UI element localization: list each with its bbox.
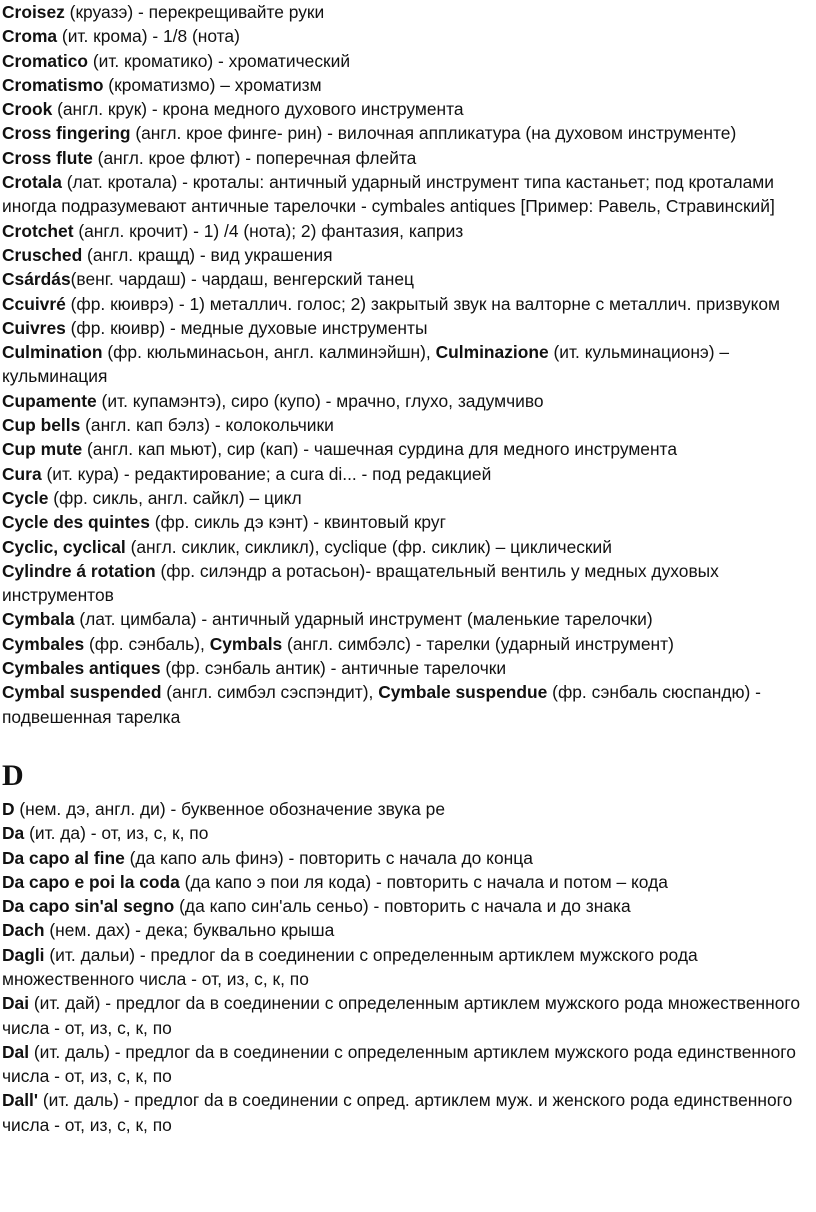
entry-term: Da capo al fine [2,847,125,868]
entry-definition: (лат. цимбала) - античный ударный инструмент (маленькие тарелочки) [74,609,653,630]
dictionary-entry [2,73,812,97]
entry-definition: (англ. крочит) - 1) /4 (нота); 2) фантазия, каприз [73,220,464,241]
dictionary-entry [2,797,812,821]
entry-term: Crusched [2,244,83,265]
entry-definition: (фр. силэндр а ротасьон)- вращательный вентиль у медных духовых инструментов [2,560,719,606]
dictionary-entry [2,340,812,389]
dictionary-entry [2,846,812,870]
entry-definition: (ит. да) - от, из, с, к, по [24,823,209,844]
entry-definition: (фр. сикль дэ кэнт) - квинтовый круг [149,512,446,533]
dictionary-entry [2,821,812,845]
entry-definition-secondary: (ит. кульминационэ) – кульминация [2,342,730,387]
dictionary-entry [2,991,812,1040]
entry-term: Cupamente [2,390,97,411]
entry-term: Cymbal suspended [2,682,162,703]
dictionary-entry [2,437,812,461]
entry-term: Cross fingering [2,123,131,144]
dictionary-entry [2,316,812,340]
entry-definition-secondary: (фр. сэнбаль сюспандю) - подвешенная тарелка [2,682,761,727]
entry-definition: (фр. кюивр) - медные духовые инструменты [65,317,428,338]
dictionary-entry [2,267,812,291]
entry-definition: (англ. крук) - крона медного духового инструмента [52,99,464,120]
dictionary-entry [2,146,812,170]
letter-heading: D [2,758,24,792]
entry-term: Dal [2,1041,30,1062]
dictionary-entry [2,243,812,267]
entry-definition: (англ. кап мьют), сир (кап) - чашечная сурдина для медного инструмента [82,439,678,460]
entry-definition: (англ. крое флют) - поперечная флейта [92,147,417,168]
entry-definition: (фр. кюльминасьон, англ. калминэйшн), [102,342,436,363]
entry-term: Da [2,823,25,844]
entry-term: Ccuivré [2,293,66,314]
entry-term: Crotchet [2,220,74,241]
entry-term: Croisez [2,2,65,22]
dictionary-entry [2,0,812,24]
entry-definition: (англ. сиклик, сикликл), cyclique (фр. сиклик) – циклический [125,536,612,557]
dictionary-entry [2,535,812,559]
entry-term: Cylindre á rotation [2,560,156,581]
dictionary-entry [2,607,812,631]
entry-term: Cross flute [2,147,93,168]
entry-term: Culmination [2,342,103,363]
dictionary-entry [2,389,812,413]
entry-definition: (да капо э пои ля кода) - повторить с начала и потом – кода [179,871,668,892]
entry-term: Cup mute [2,439,83,460]
entry-definition: (ит. купамэнтэ), сиро (купо) - мрачно, глухо, задумчиво [96,390,544,411]
entry-definition-secondary: (англ. симбэлс) - тарелки (ударный инструмент) [282,633,674,654]
dictionary-entry [2,632,812,656]
dictionary-entry [2,97,812,121]
entry-definition: (кроматизмо) – хроматизм [103,74,322,95]
entry-definition: (ит. крома) - 1/8 (нота) [57,26,240,47]
dictionary-entry [2,24,812,48]
entry-term-secondary: Cymbals [209,633,283,654]
entry-definition: (круазэ) - перекрещивайте руки [64,2,325,22]
dictionary-entry [2,486,812,510]
entry-definition: (ит. кура) - редактирование; a cura di... - под редакцией [41,463,492,484]
entry-term: Crotala [2,172,62,193]
dictionary-entry [2,462,812,486]
entry-definition: (фр. сэнбаль антик) - античные тарелочки [160,658,507,679]
entry-term: Cromatico [2,50,89,71]
dictionary-entry [2,49,812,73]
entry-definition: (лат. кротала) - кроталы: античный ударный инструмент типа кастаньет; под кроталами иногда подразумевают античные тарелочки - cymbales antiques [Пример: Равель, Стравинский] [2,172,775,217]
dictionary-entry [2,1088,812,1137]
dictionary-entry [2,943,812,992]
dictionary-entry [2,870,812,894]
entry-term: Dach [2,920,45,941]
dictionary-entry [2,894,812,918]
dictionary-entry [2,559,812,608]
dictionary-entry [2,680,812,729]
entry-term-secondary: Culminazione [435,342,549,363]
entry-term: Cup bells [2,415,81,436]
entry-definition: (фр. кюиврэ) - 1) металлич. голос; 2) закрытый звук на валторне с металлич. призвуком [65,293,781,314]
entry-term: Crook [2,99,53,120]
entry-term: Cymbales antiques [2,658,161,679]
entry-definition: (англ. симбэл сэспэндит), [161,682,379,703]
entry-term-secondary: Cymbale suspendue [378,682,548,703]
entry-term: Cymbala [2,609,75,630]
entry-term: Croma [2,26,58,47]
entry-term: Da capo sin'al segno [2,896,175,917]
dictionary-entry [2,219,812,243]
entry-definition: (ит. кроматико) - хроматический [88,50,351,71]
dictionary-entry [2,656,812,680]
dictionary-entry [2,918,812,942]
dictionary-entry [2,292,812,316]
entry-definition: (да капо син'аль сеньо) - повторить с начала и до знака [174,896,631,917]
dictionary-entry [2,413,812,437]
entry-definition: (нем. дах) - дека; буквально крыша [44,920,335,941]
entry-term: Da capo e poi la coda [2,871,180,892]
entry-term: Csárdás [2,269,71,290]
entry-term: Cromatismo [2,74,104,95]
entry-definition: (англ. крое финге- рин) - вилочная аппликатура (на духовом инструменте) [130,123,737,144]
entry-definition: (ит. дальи) - предлог da в соединении с определенным артиклем мужского рода множественного числа - от, из, с, к, по [2,944,698,989]
entry-term: Cyclic, cyclical [2,536,126,557]
entry-definition: (ит. дай) - предлог da в соединении с определенным артиклем мужского рода множественного числа - от, из, с, к, по [2,993,801,1038]
entry-definition: (ит. даль) - предлог da в соединении с опред. артиклем муж. и женского рода единственного числа - от, из, с, к, по [2,1090,793,1135]
entry-term: Cuivres [2,317,66,338]
entry-term: Dagli [2,944,45,965]
dictionary-entry [2,510,812,534]
dictionary-entry [2,170,812,219]
dictionary-entry [2,1040,812,1089]
entry-definition: (англ. кап бэлз) - колокольчики [80,415,334,436]
entry-definition: (венг. чардаш) - чардаш, венгерский танец [70,269,414,290]
section-spacer [2,729,812,753]
dictionary-entry [2,121,812,145]
entry-term: Dai [2,993,30,1014]
entry-term: D [2,798,15,819]
entry-term: Dall' [2,1090,39,1111]
entry-definition: (да капо аль финэ) - повторить с начала до конца [124,847,533,868]
entry-term: Cycle des quintes [2,512,150,533]
entry-definition: (англ. кращд) - вид украшения [82,244,333,265]
entry-term: Cura [2,463,42,484]
entry-term: Cycle [2,487,49,508]
entry-definition: (фр. сикль, англ. сайкл) – цикл [48,487,302,508]
entry-definition: (ит. даль) - предлог da в соединении с определенным артиклем мужского рода единственного числа - от, из, с, к, по [2,1041,796,1087]
entry-definition: (фр. сэнбаль), [84,633,210,654]
entry-definition: (нем. дэ, англ. ди) - буквенное обозначение звука ре [14,798,445,819]
entry-term: Cymbales [2,633,85,654]
